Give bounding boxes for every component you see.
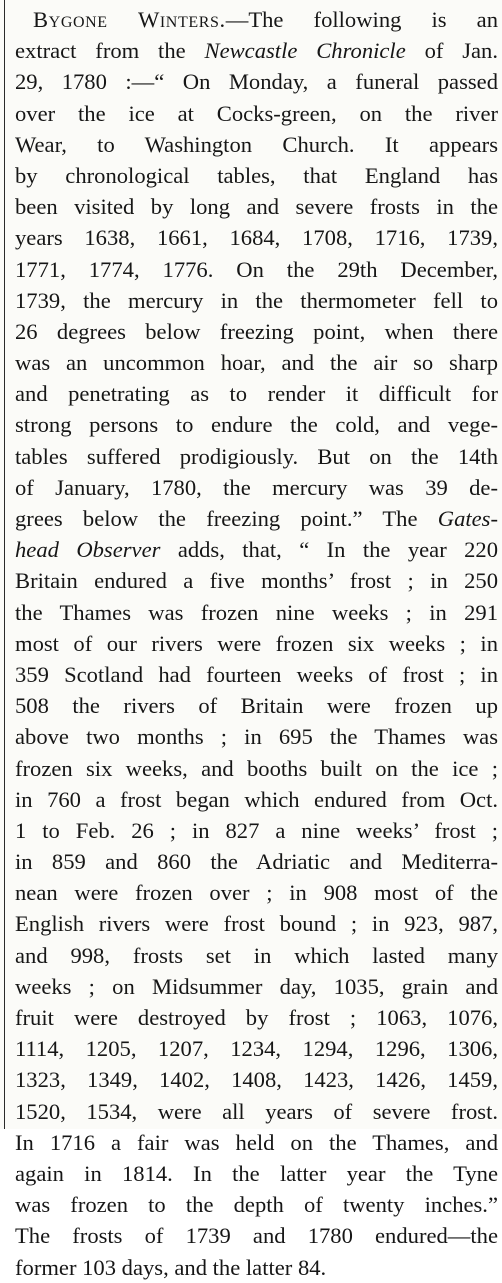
article-line: Britain endured a five months’ frost ; in 250 bbox=[15, 568, 498, 594]
newspaper-name: Gates- bbox=[437, 506, 498, 531]
article-line: 508 the rivers of Britain were frozen up bbox=[15, 693, 498, 719]
article-line: extract from the Newcastle Chronicle of Jan. bbox=[15, 38, 498, 64]
article-heading: Bygone Winters. bbox=[33, 7, 226, 32]
article-line: former 103 days, and the latter 84. bbox=[15, 1254, 327, 1280]
article-line: 1739, the mercury in the thermometer fell to bbox=[15, 287, 498, 313]
article-line: tables suffered prodigiously. But on the 14th bbox=[15, 443, 498, 469]
article-line: Wear, to Washington Church. It appears bbox=[15, 131, 498, 157]
article-line: most of our rivers were frozen six weeks ; in bbox=[15, 630, 498, 656]
article-bygone-winters bbox=[15, 4, 498, 1283]
article-line: the Thames was frozen nine weeks ; in 291 bbox=[15, 599, 498, 625]
article-line: strong persons to endure the cold, and vege- bbox=[15, 412, 498, 438]
article-line: above two months ; in 695 the Thames was bbox=[15, 724, 498, 750]
article-line: nean were frozen over ; in 908 most of the bbox=[15, 880, 498, 906]
article-line: fruit were destroyed by frost ; 1063, 1076, bbox=[15, 1005, 498, 1030]
article-line: in 859 and 860 the Adriatic and Mediterra- bbox=[15, 849, 498, 875]
column-rule bbox=[4, 0, 5, 1129]
article-line: 29, 1780 :—“ On Monday, a funeral passed bbox=[15, 69, 498, 95]
article-line: again in 1814. In the latter year the Tyne bbox=[15, 1160, 498, 1186]
article-line: over the ice at Cocks-green, on the river bbox=[15, 100, 498, 126]
article-line: In 1716 a fair was held on the Thames, and bbox=[15, 1129, 498, 1155]
article-line: in 760 a frost began which endured from Oct. bbox=[15, 786, 498, 812]
article-line: grees below the freezing point.” The Gates- bbox=[15, 506, 498, 531]
article-line: Bygone Winters.—The following is an bbox=[33, 7, 499, 32]
article-line: 1114, 1205, 1207, 1234, 1294, 1296, 1306, bbox=[15, 1036, 498, 1062]
article-line: of January, 1780, the mercury was 39 de- bbox=[15, 474, 498, 500]
article-line: was frozen to the depth of twenty inches.” bbox=[15, 1192, 498, 1218]
article-line: 359 Scotland had fourteen weeks of frost ; in bbox=[15, 661, 498, 687]
article-line: frozen six weeks, and booths built on the ice ; bbox=[15, 755, 498, 781]
newspaper-name: head Observer bbox=[15, 537, 161, 563]
article-line: 1323, 1349, 1402, 1408, 1423, 1426, 1459, bbox=[15, 1067, 498, 1093]
article-line: been visited by long and severe frosts in the bbox=[15, 194, 498, 220]
article-line: and 998, frosts set in which lasted many bbox=[15, 942, 498, 968]
article-line: and penetrating as to render it difficult for bbox=[15, 381, 498, 407]
article-line: English rivers were frost bound ; in 923, 987, bbox=[15, 911, 498, 937]
article-line: by chronological tables, that England has bbox=[15, 162, 498, 188]
article-line: was an uncommon hoar, and the air so sharp bbox=[15, 350, 498, 376]
article-line: head Observer adds, that, “ In the year 220 bbox=[15, 537, 499, 563]
newspaper-name: Newcastle Chronicle bbox=[204, 38, 406, 64]
article-line: 1771, 1774, 1776. On the 29th December, bbox=[15, 256, 498, 282]
article-line: weeks ; on Midsummer day, 1035, grain and bbox=[15, 973, 498, 999]
article-line: years 1638, 1661, 1684, 1708, 1716, 1739, bbox=[15, 225, 498, 251]
article-line: 1520, 1534, were all years of severe frost. bbox=[15, 1098, 498, 1124]
article-line: 26 degrees below freezing point, when there bbox=[15, 318, 498, 344]
article-line: The frosts of 1739 and 1780 endured—the bbox=[15, 1223, 498, 1249]
article-line: 1 to Feb. 26 ; in 827 a nine weeks’ frost ; bbox=[15, 817, 498, 843]
